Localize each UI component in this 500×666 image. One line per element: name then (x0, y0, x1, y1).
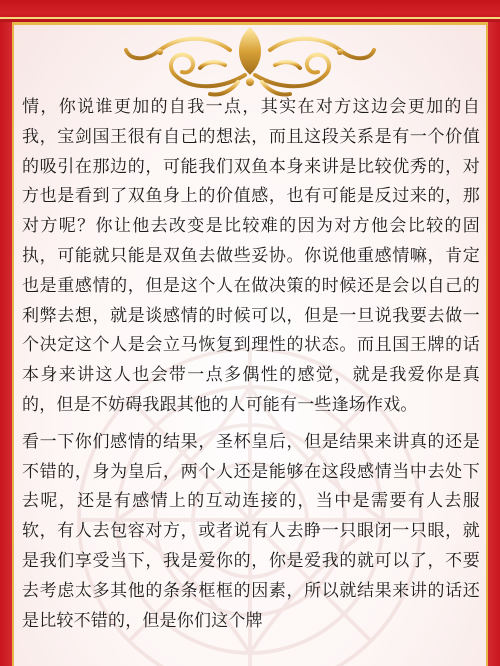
paragraph-2: 看一下你们感情的结果，圣杯皇后，但是结果来讲真的还是不错的，身为皇后，两个人还是能够在这段感情当中去处下去呢，还是有感情上的互动连接的，当中是需要有人去服软，有人去包容对方，或者说有人去睁一只眼闭一只眼，就是我们享受当下，我是爱你的，你是爱我的就可以了，不要去考虑太多其他的条条框框的因素，所以就结果来讲的话还是比较不错的，但是你们这个牌 (22, 431, 480, 631)
paragraph-1: 情，你说谁更加的自我一点，其实在对方这边会更加的自我，宝剑国王很有自己的想法，而且这段关系是有一个价值的吸引在那边的，可能我们双鱼本身来讲是比较优秀的，对方也是看到了双鱼身上的价值感，也有可能是反过来的，那对方呢？你让他去改变是比较难的因为对方他会比较的固执，可能就只能是双鱼去做些妥协。你说他重感情嘛，肯定也是重感情的，但是这个人在做决策的时候还是会以自己的利弊去想，就是谈感情的时候可以，但是一旦说我要去做一个决定这个人是会立马恢复到理性的状态。而且国王牌的话本身来讲这人也会带一点多偶性的感觉，就是我爱你是真的，但是不妨碍我跟其他的人可能有一些逢场作戏。 (22, 97, 480, 415)
article-body (22, 93, 480, 636)
right-red-border (486, 22, 500, 666)
left-red-border (0, 22, 14, 666)
gold-stripe (0, 17, 500, 19)
gold-scroll-ornament-icon (120, 20, 380, 100)
